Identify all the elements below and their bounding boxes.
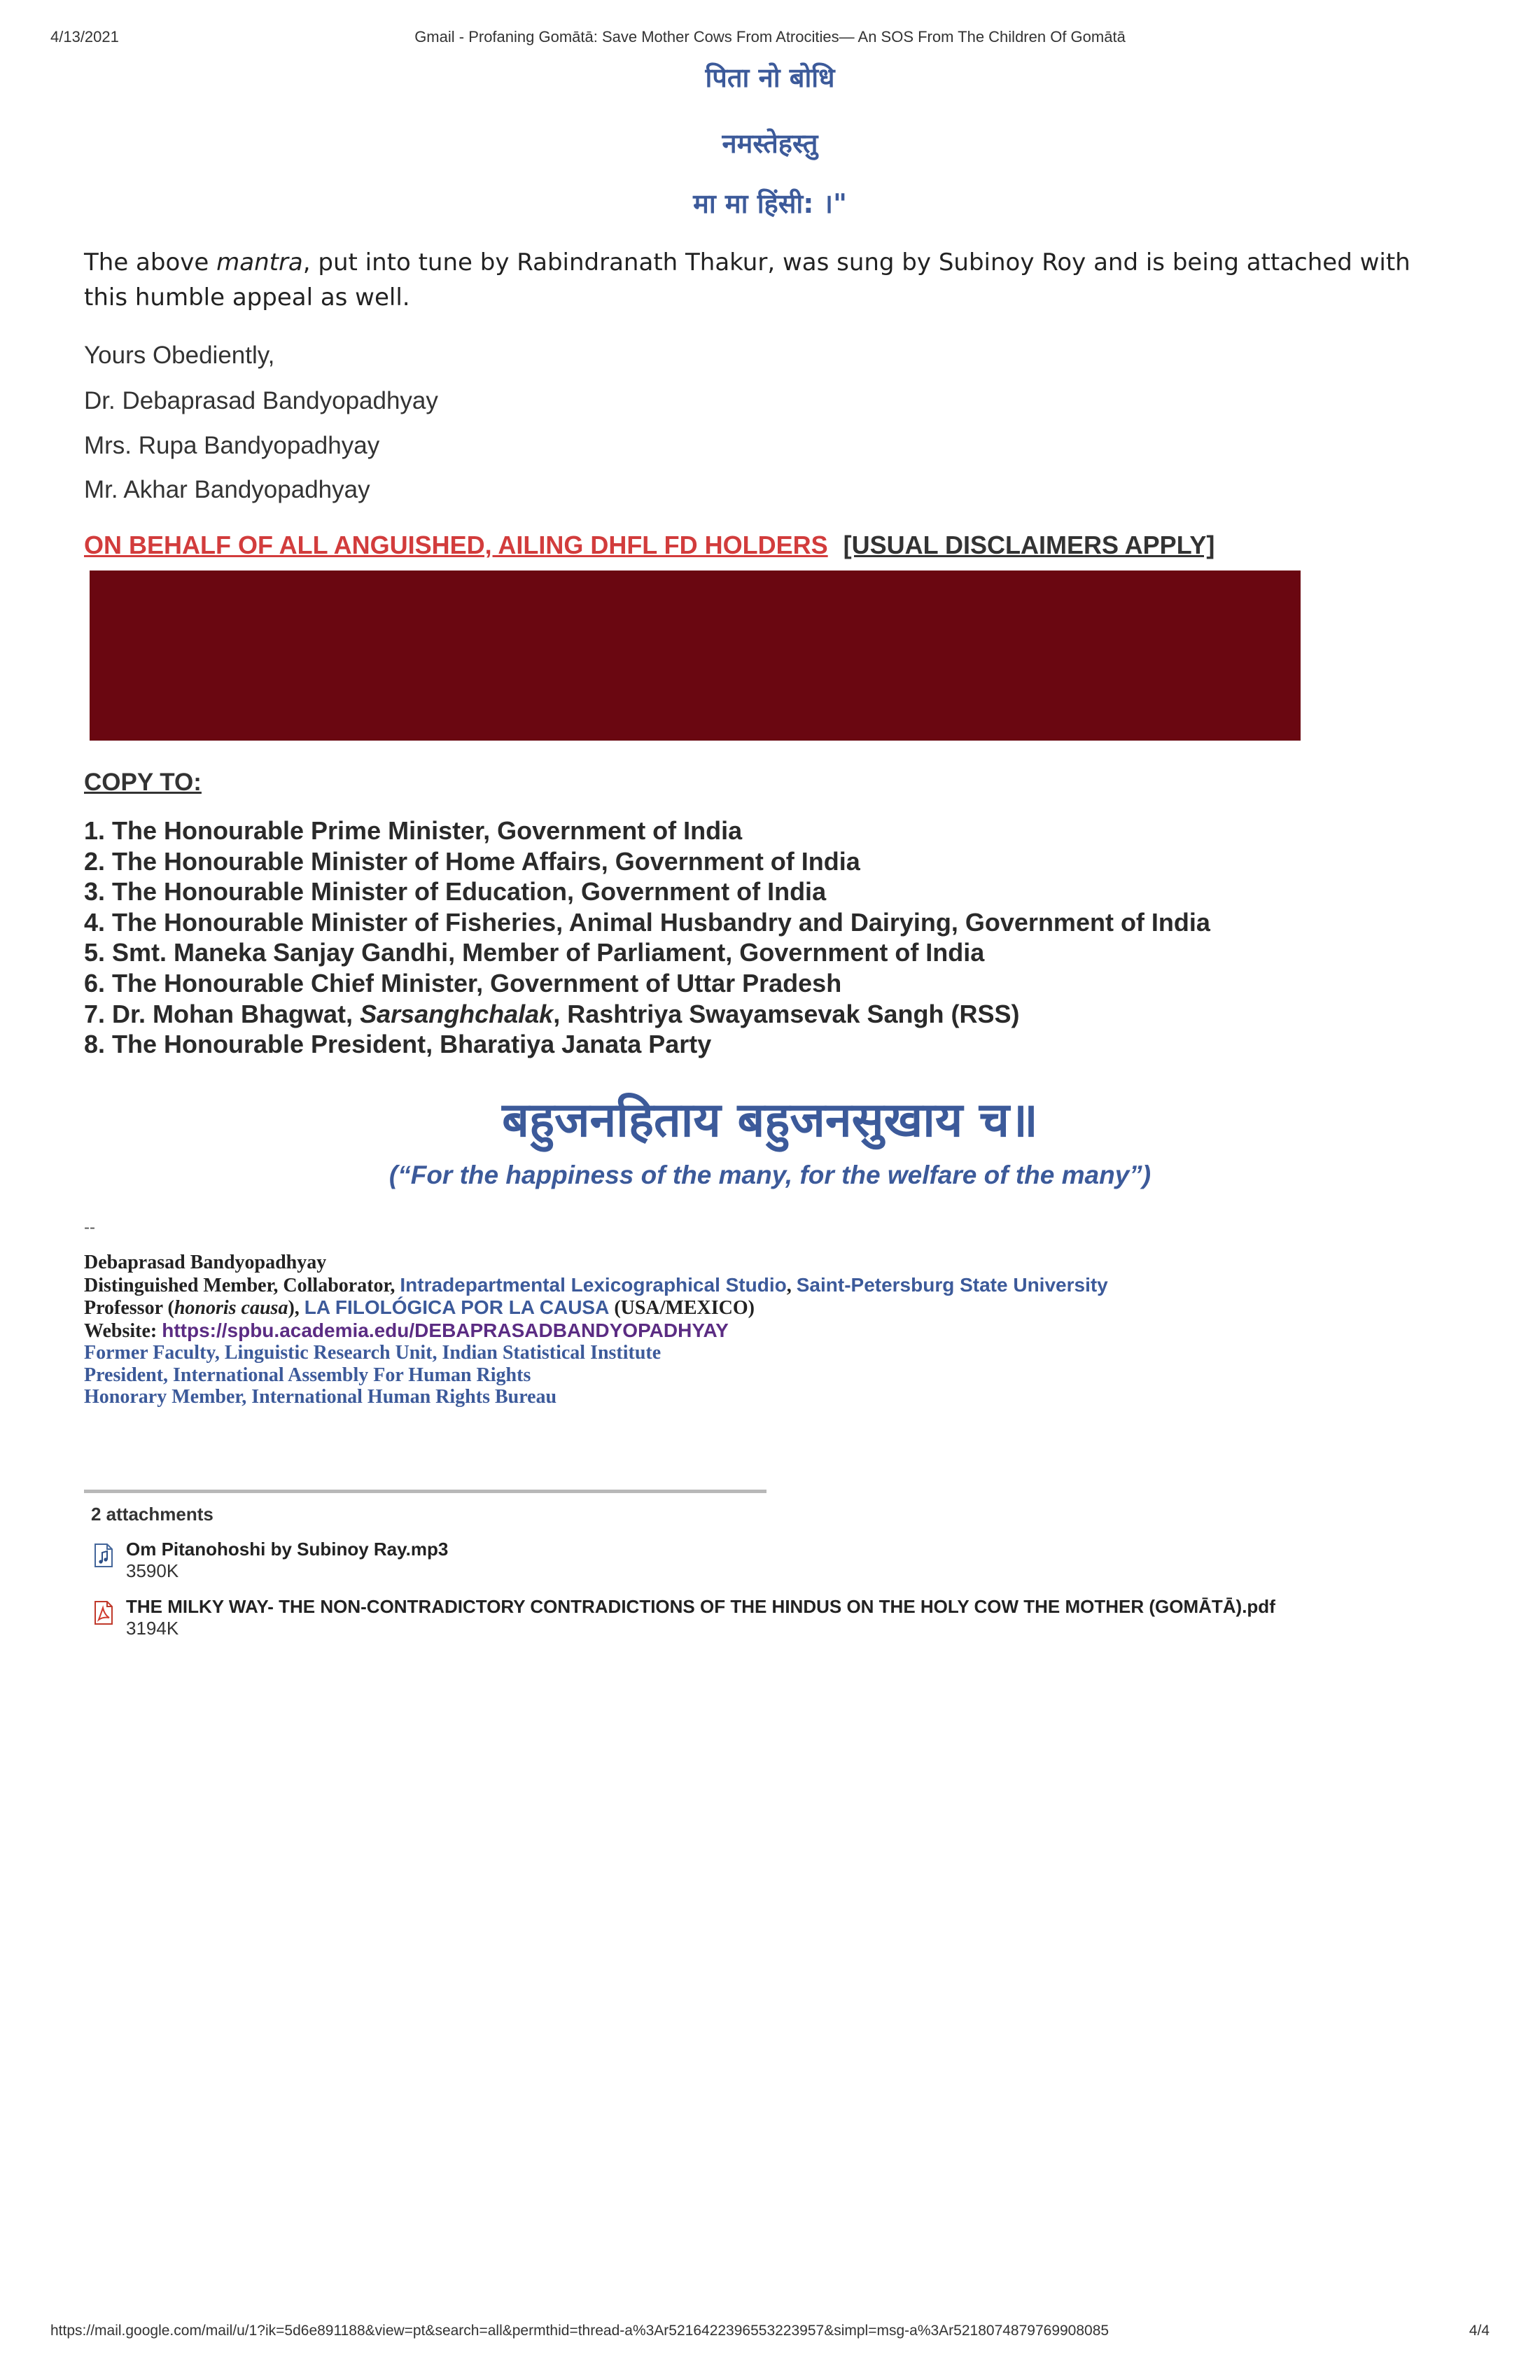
sig-prof-italic: honoris causa (174, 1297, 288, 1319)
mantra-line-3: मा मा हिंसी: ।" (693, 188, 847, 219)
sig-name: Debaprasad Bandyopadhyay (84, 1252, 327, 1273)
print-title: Gmail - Profaning Gomātā: Save Mother Cows From Atrocities— An SOS From The Children Of Gomātā (414, 28, 1126, 46)
copy-to-item-8: 8. The Honourable President, Bharatiya Janata Party (84, 1030, 712, 1059)
sig-prof-post: (USA/MEXICO) (609, 1297, 755, 1319)
mantra-line-1: पिता नो बोधि (705, 62, 835, 93)
appeal-paragraph (84, 245, 1456, 315)
signatory-1: Dr. Debaprasad Bandyopadhyay (84, 387, 438, 414)
copy-to-item-7 (84, 999, 1210, 1030)
sig-role-link-1[interactable]: Intradepartmental Lexicographical Studio (400, 1273, 787, 1296)
paragraph-post: , put into tune by Rabindranath Thakur, was sung by Subinoy Roy and is being attached with this humble appeal as well. (84, 248, 1410, 312)
item7-pre: 7. Dr. Mohan Bhagwat, (84, 999, 360, 1028)
motto-sanskrit: बहुजनहिताय बहुजनसुखाय च॥ (502, 1093, 1038, 1148)
sig-role-line (84, 1274, 1108, 1297)
attachment-size: 3590K (126, 1560, 179, 1581)
copy-to-item-6: 6. The Honourable Chief Minister, Government of Uttar Pradesh (84, 968, 842, 997)
signature-separator: -- (84, 1218, 95, 1237)
sig-honorary-line: Honorary Member, International Human Rights Bureau (84, 1386, 557, 1408)
sig-former-line: Former Faculty, Linguistic Research Unit, Indian Statistical Institute (84, 1342, 662, 1364)
copy-to-item-5: 5. Smt. Maneka Sanjay Gandhi, Member of Parliament, Government of India (84, 938, 985, 967)
copy-to-heading: COPY TO: (84, 769, 202, 796)
signatory-2: Mrs. Rupa Bandyopadhyay (84, 432, 380, 459)
behalf-text: ON BEHALF OF ALL ANGUISHED, AILING DHFL FD HOLDERS (84, 531, 828, 559)
copy-to-item-4: 4. The Honourable Minister of Fisheries, Animal Husbandry and Dairying, Government of India (84, 907, 1210, 937)
item7-italic: Sarsanghchalak (360, 999, 554, 1028)
sig-prof-mid: ), (288, 1297, 304, 1319)
sig-role-link-2[interactable]: Saint-Petersburg State University (796, 1273, 1108, 1296)
closing: Yours Obediently, (84, 342, 275, 369)
copy-to-item-3: 3. The Honourable Minister of Education, Government of India (84, 877, 827, 906)
sig-professor-line (84, 1296, 1108, 1320)
pdf-file-icon (94, 1600, 113, 1625)
page-number: 4/4 (1469, 2323, 1490, 2339)
sig-president-line: President, International Assembly For Human Rights (84, 1364, 531, 1386)
copy-to-item-2: 2. The Honourable Minister of Home Affairs, Government of India (84, 846, 860, 876)
attachments-divider (84, 1490, 766, 1493)
mantra-line-2: नमस्तेहस्तु (722, 128, 818, 159)
print-url: https://mail.google.com/mail/u/1?ik=5d6e891188&view=pt&search=all&permthid=thread-a%3Ar5216422396553223957&simpl=msg-a%3Ar5218074879769908085 (50, 2323, 1110, 2339)
sig-website-label: Website: (84, 1320, 162, 1342)
behalf-line (84, 531, 1214, 560)
attachment-size: 3194K (126, 1618, 179, 1639)
item7-post: , Rashtriya Swayamsevak Sangh (RSS) (553, 999, 1020, 1028)
copy-to-list (84, 816, 1210, 1060)
sig-role-pre: Distinguished Member, Collaborator, (84, 1274, 400, 1296)
sig-role-sep: , (786, 1274, 797, 1296)
paragraph-italic: mantra (216, 248, 303, 276)
redacted-block (90, 570, 1301, 741)
sig-prof-pre: Professor ( (84, 1297, 174, 1319)
attachment-name[interactable]: Om Pitanohoshi by Subinoy Ray.mp3 (126, 1539, 449, 1560)
copy-to-item-1: 1. The Honourable Prime Minister, Government of India (84, 816, 743, 845)
signatory-3: Mr. Akhar Bandyopadhyay (84, 476, 370, 503)
disclaimer-text: [USUAL DISCLAIMERS APPLY] (843, 531, 1215, 559)
sig-website-link[interactable]: https://spbu.academia.edu/DEBAPRASADBANDYOPADHYAY (162, 1319, 729, 1341)
print-date: 4/13/2021 (50, 28, 119, 46)
email-signature (84, 1252, 1108, 1408)
audio-file-icon (94, 1543, 113, 1568)
sig-prof-link[interactable]: LA FILOLÓGICA POR LA CAUSA (304, 1296, 610, 1318)
motto-english: (“For the happiness of the many, for the welfare of the many”) (388, 1161, 1152, 1189)
attachments-count: 2 attachments (91, 1504, 214, 1525)
attachment-name[interactable]: THE MILKY WAY- THE NON-CONTRADICTORY CONTRADICTIONS OF THE HINDUS ON THE HOLY COW THE MOTHER (GOMĀTĀ).pdf (126, 1596, 1275, 1617)
paragraph-pre: The above (84, 248, 217, 276)
sig-website-line (84, 1320, 1108, 1343)
